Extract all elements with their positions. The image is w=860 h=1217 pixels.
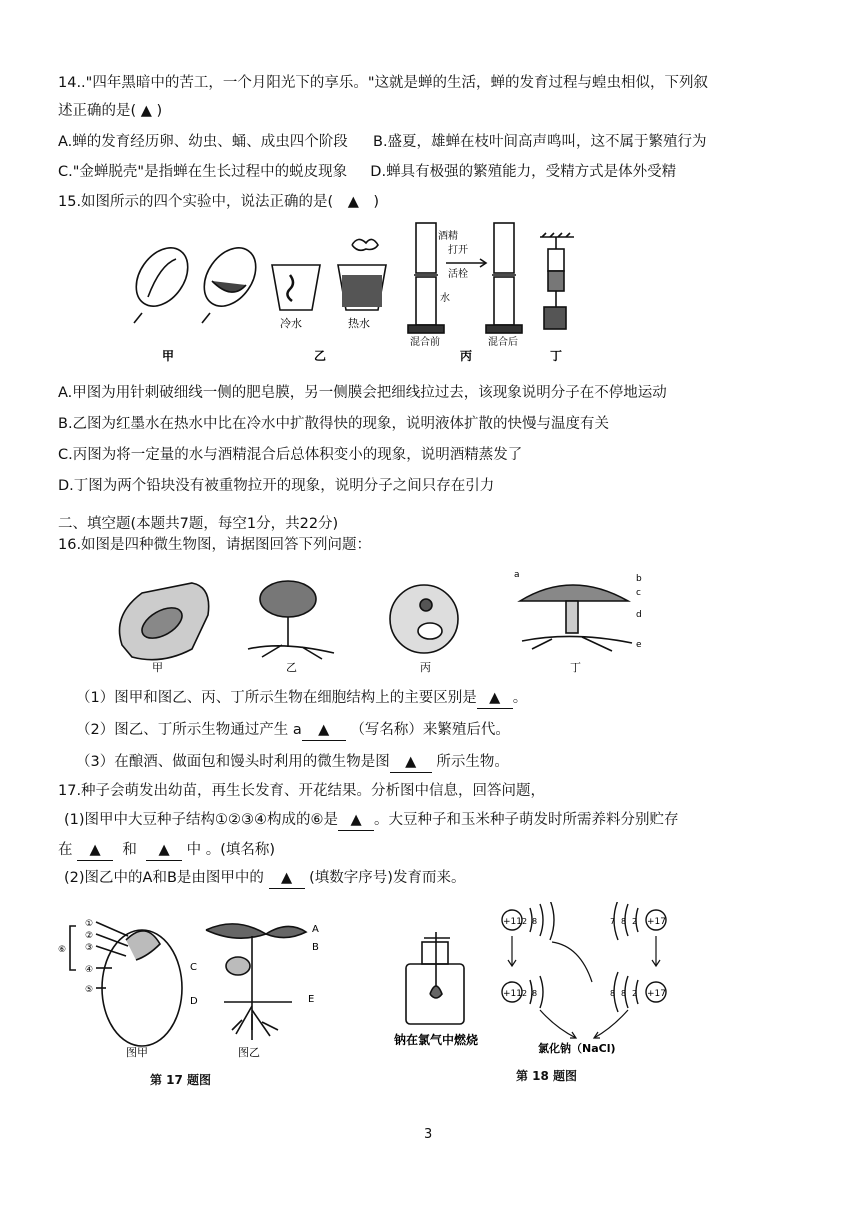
q17-p2-blank: ▲ (269, 868, 305, 889)
cl-ion-nucleus: +17 (647, 989, 666, 999)
cl-shell-2: 8 (621, 917, 627, 926)
q16-part-3 (76, 752, 509, 773)
q17-p1-text: (1)图甲中大豆种子结构①②③④构成的⑥是 (64, 812, 339, 828)
seedling-diagram (206, 924, 306, 1040)
na-ion-nucleus: +11 (503, 989, 522, 999)
diffusion-beakers (272, 239, 386, 310)
mushroom-label-c: c (636, 588, 641, 598)
hot-water-label: 热水 (348, 317, 370, 330)
cl-nucleus: +17 (647, 917, 666, 927)
q17-p1-zai: 在 (58, 842, 73, 858)
q16-p2-text: （2）图乙、丁所示生物通过产生 a (76, 722, 302, 738)
seed-label-6: ⑥ (58, 945, 67, 955)
before-mixing-label: 混合前 (410, 337, 440, 348)
na-ion-shell-1: 2 (522, 989, 528, 998)
q15-stem: 15.如图所示的四个实验中，说法正确的是( ▲ ) (58, 194, 380, 210)
cl-shell-1: 7 (610, 917, 616, 926)
q16-label-ding: 丁 (570, 661, 581, 674)
fig-yi-label: 图乙 (238, 1046, 260, 1059)
mushroom-label-e: e (636, 640, 642, 650)
q15-option-a: A.甲图为用针刺破细线一侧的肥皂膜，另一侧膜会把细线拉过去，该现象说明分子在不停地运动 (58, 385, 667, 401)
na-shell-2: 8 (532, 917, 538, 926)
seed-label-5: ⑤ (85, 985, 94, 995)
fig-label-yi: 乙 (314, 349, 327, 363)
q16-p3-end: 所示生物。 (436, 754, 509, 770)
cl-ion-shell-1: 8 (610, 989, 616, 998)
fig-label-ding: 丁 (550, 349, 563, 363)
burn-label: 钠在氯气中燃烧 (394, 1033, 479, 1047)
q15-option-d: D.丁图为两个铅块没有被重物拉开的现象，说明分子之间只存在引力 (58, 478, 495, 494)
q16-label-bing: 丙 (420, 661, 431, 674)
q17-part-2 (64, 868, 465, 889)
q17-part-1-cont (58, 840, 275, 861)
q17-p1-blank-3: ▲ (146, 840, 182, 861)
soap-film-figure (130, 238, 266, 323)
after-mixing-label: 混合后 (488, 337, 518, 348)
q14-option-b: B.盛夏，雄蝉在枝叶间高声鸣叫，这不属于繁殖行为 (373, 134, 707, 150)
seedling-label-b: B (312, 942, 319, 953)
q17-figure-caption: 第 17 题图 (150, 1073, 212, 1087)
q16-p3-blank: ▲ (390, 752, 432, 773)
section-2-heading: 二、填空题(本题共7题，每空1分，共22分) (58, 516, 339, 532)
q16-p2-blank: ▲ (302, 720, 346, 741)
nacl-label: 氯化钠（NaCl) (538, 1042, 616, 1055)
burning-bottle (406, 932, 464, 1024)
q14-option-c: C."金蝉脱壳"是指蝉在生长过程中的蜕皮现象 (58, 164, 348, 180)
q17-p1-text-2: 。大豆种子和玉米种子萌发时所需养料分别贮存 (374, 812, 679, 828)
q17-part-1 (64, 810, 679, 831)
q16-figure (112, 565, 652, 675)
q14-stem-line1: 14.."四年黑暗中的苦工，一个月阳光下的享乐。"这就是蝉的生活，蝉的发育过程与蝗虫相似，下列叙 (58, 75, 709, 91)
q17-p1-end: 中 。(填名称) (186, 842, 276, 858)
q16-p1-end: 。 (512, 690, 528, 706)
q14-option-a: A.蝉的发育经历卵、幼虫、蛹、成虫四个阶段 (58, 134, 348, 150)
q16-part-1 (76, 688, 527, 709)
open-valve-label-2: 活栓 (448, 269, 468, 280)
na-shell-1: 2 (522, 917, 528, 926)
q16-p1-text: （1）图甲和图乙、丙、丁所示生物在细胞结构上的主要区别是 (76, 690, 477, 706)
seedling-label-c: C (190, 962, 197, 973)
seed-label-3: ③ (85, 943, 94, 953)
yeast-figure (390, 585, 458, 653)
q16-p2-end: （写名称）来繁殖后代。 (350, 722, 510, 738)
seed-label-2: ② (85, 931, 94, 941)
q17-p2-text: (2)图乙中的A和B是由图甲中的 (64, 870, 264, 886)
na-ion-shell-2: 8 (532, 989, 538, 998)
q15-option-b: B.乙图为红墨水在热水中比在冷水中扩散得快的现象，说明液体扩散的快慢与温度有关 (58, 416, 610, 432)
cl-shell-3: 2 (632, 917, 638, 926)
q14-option-d: D.蝉具有极强的繁殖能力，受精方式是体外受精 (370, 164, 677, 180)
q16-label-yi: 乙 (286, 661, 297, 674)
q18-figure (380, 902, 700, 1062)
lead-blocks-figure (540, 233, 574, 329)
page-number: 3 (424, 1127, 433, 1142)
seedling-label-e: E (308, 994, 315, 1005)
q18-figure-caption: 第 18 题图 (516, 1069, 578, 1083)
cl-ion-shell-2: 8 (621, 989, 627, 998)
seedling-label-a: A (312, 924, 319, 935)
seedling-label-d: D (190, 996, 198, 1007)
mushroom-label-b: b (636, 574, 642, 584)
cold-water-label: 冷水 (280, 317, 302, 330)
q16-p1-blank: ▲ (477, 688, 513, 709)
q17-p1-blank: ▲ (338, 810, 374, 831)
seed-label-1: ① (85, 919, 94, 929)
q17-p2-end: (填数字序号)发育而来。 (309, 870, 466, 886)
q16-part-2 (76, 720, 510, 741)
seed-label-4: ④ (85, 965, 94, 975)
q17-p1-blank-2: ▲ (77, 840, 113, 861)
fig-jia-label: 图甲 (126, 1046, 148, 1059)
q16-stem: 16.如图是四种微生物图，请据图回答下列问题： (58, 537, 372, 553)
open-valve-label-1: 打开 (448, 245, 468, 256)
q16-label-jia: 甲 (152, 661, 163, 674)
fig-label-jia: 甲 (162, 349, 175, 363)
q16-p3-text: （3）在酿酒、做面包和馒头时利用的微生物是图 (76, 754, 390, 770)
cl-ion-shell-3: 2 (632, 989, 638, 998)
na-nucleus: +11 (503, 917, 522, 927)
q15-option-c: C.丙图为将一定量的水与酒精混合后总体积变小的现象，说明酒精蒸发了 (58, 447, 523, 463)
fig-label-bing: 丙 (460, 349, 473, 363)
mold-figure (248, 581, 334, 659)
mushroom-label-d: d (636, 610, 642, 620)
mushroom-label-a: a (514, 570, 520, 580)
q15-figure (130, 215, 600, 370)
bacterium-figure (120, 583, 209, 660)
alcohol-label: 酒精 (438, 231, 458, 242)
q14-option-row-2 (58, 162, 676, 182)
q14-option-row-1 (58, 132, 707, 152)
q17-stem: 17.种子会萌发出幼苗，再生长发育、开花结果。分析图中信息，回答问题， (58, 783, 546, 799)
q17-figure (56, 910, 336, 1060)
q14-stem-line2: 述正确的是( ▲ ) (58, 103, 163, 119)
mushroom-figure (520, 585, 632, 651)
q17-p1-he: 和 (122, 842, 137, 858)
water-label: 水 (440, 293, 450, 304)
electron-transfer-arrows (508, 936, 660, 1038)
